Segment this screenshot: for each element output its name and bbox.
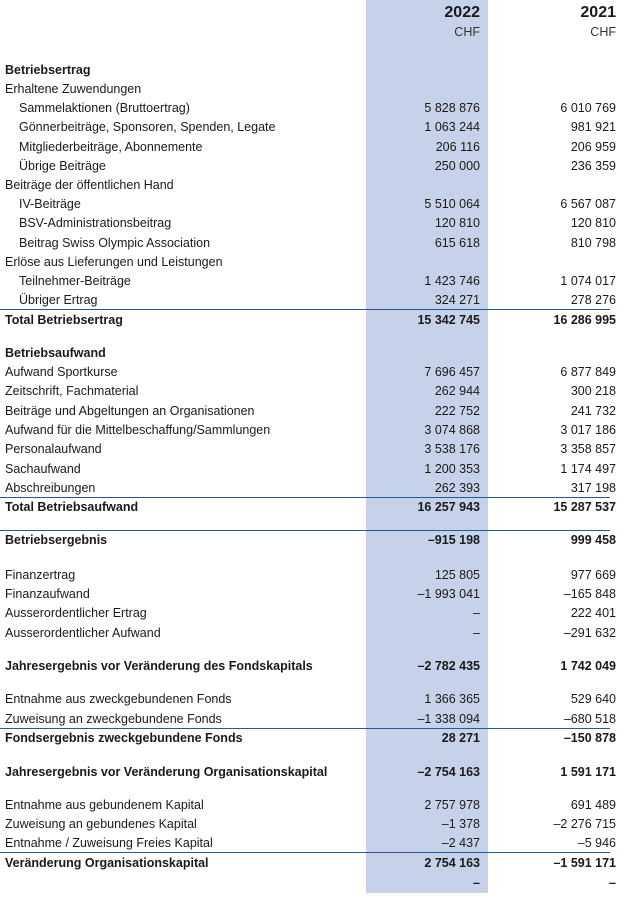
value-2021: 278 276 [570, 293, 616, 307]
value-2022: 1 063 244 [424, 120, 480, 134]
separator-line [0, 852, 610, 853]
separator-line [0, 728, 610, 729]
value-2022: 262 393 [434, 481, 480, 495]
value-2021: –165 848 [563, 587, 616, 601]
value-2021: 6 010 769 [560, 101, 616, 115]
value-2022: 1 366 365 [424, 692, 480, 706]
value-2021: 6 877 849 [560, 365, 616, 379]
row-label: Erhaltene Zuwendungen [5, 82, 142, 96]
table-row [0, 815, 640, 834]
table-row [0, 498, 640, 517]
value-2022: –1 338 094 [417, 712, 480, 726]
table-row [0, 710, 640, 729]
value-2022: 5 510 064 [424, 197, 480, 211]
row-label: Mitgliederbeiträge, Abonnemente [19, 140, 203, 154]
row-label: Entnahme aus gebundenem Kapital [5, 798, 204, 812]
value-2021: 1 591 171 [560, 765, 616, 779]
table-row [0, 80, 640, 99]
table-row [0, 195, 640, 214]
table-row [0, 585, 640, 604]
table-row [0, 118, 640, 137]
separator-line [0, 530, 610, 531]
value-2022: 7 696 457 [424, 365, 480, 379]
value-2022: 120 810 [434, 216, 480, 230]
table-row [0, 344, 640, 363]
separator-line [0, 497, 610, 498]
table-row [0, 272, 640, 291]
table-row [0, 854, 640, 873]
value-2021: 317 198 [570, 481, 616, 495]
value-2021: 222 401 [570, 606, 616, 620]
table-row [0, 138, 640, 157]
row-label: Betriebsaufwand [5, 346, 106, 360]
row-label: Total Betriebsertrag [5, 313, 123, 327]
row-label: Übrige Beiträge [19, 159, 106, 173]
table-row [0, 382, 640, 401]
table-row [0, 311, 640, 330]
row-label: IV-Beiträge [19, 197, 81, 211]
row-label: Betriebsergebnis [5, 533, 108, 547]
value-2022: –1 993 041 [417, 587, 480, 601]
value-2022: 615 618 [434, 236, 480, 250]
value-2022: 1 200 353 [424, 462, 480, 476]
value-2021: 3 358 857 [560, 442, 616, 456]
row-label: BSV-Administrationsbeitrag [19, 216, 172, 230]
value-2022: 262 944 [434, 384, 480, 398]
value-2021: 16 286 995 [553, 313, 616, 327]
row-label: Ausserordentlicher Aufwand [5, 626, 161, 640]
value-2021: 1 074 017 [560, 274, 616, 288]
table-row [0, 566, 640, 585]
value-2021: –291 632 [563, 626, 616, 640]
table-row [0, 363, 640, 382]
value-2021: 810 798 [570, 236, 616, 250]
value-2022: 3 074 868 [424, 423, 480, 437]
value-2021: 6 567 087 [560, 197, 616, 211]
row-label: Beiträge und Abgeltungen an Organisationen [5, 404, 255, 418]
value-2021: –5 946 [577, 836, 616, 850]
value-2021: 999 458 [570, 533, 616, 547]
year-2022-header: 2022 [444, 4, 480, 21]
value-2021: 529 640 [570, 692, 616, 706]
row-label: Jahresergebnis vor Veränderung des Fondskapitals [5, 659, 313, 673]
table-row [0, 874, 640, 893]
value-2022: 222 752 [434, 404, 480, 418]
value-2021: 1 174 497 [560, 462, 616, 476]
value-2021: 15 287 537 [553, 500, 616, 514]
value-2022: – [473, 626, 480, 640]
value-2022: 15 342 745 [417, 313, 480, 327]
value-2022: –915 198 [427, 533, 480, 547]
table-row [0, 460, 640, 479]
row-label: Beiträge der öffentlichen Hand [5, 178, 174, 192]
row-label: Ausserordentlicher Ertrag [5, 606, 147, 620]
row-label: Betriebsertrag [5, 63, 91, 77]
row-label: Finanzertrag [5, 568, 76, 582]
value-2022: –2 782 435 [417, 659, 480, 673]
row-label: Total Betriebsaufwand [5, 500, 139, 514]
value-2021: 206 959 [570, 140, 616, 154]
table-row [0, 176, 640, 195]
year-2021-header: 2021 [580, 4, 616, 21]
value-2021: –1 591 171 [553, 856, 616, 870]
row-label: Abschreibungen [5, 481, 96, 495]
row-label: Entnahme / Zuweisung Freies Kapital [5, 836, 213, 850]
row-label: Aufwand für die Mittelbeschaffung/Sammlungen [5, 423, 271, 437]
separator-line [0, 309, 610, 310]
table-row [0, 440, 640, 459]
value-2022: – [473, 876, 480, 890]
table-row [0, 531, 640, 550]
row-label: Beitrag Swiss Olympic Association [19, 236, 211, 250]
row-label: Fondsergebnis zweckgebundene Fonds [5, 731, 243, 745]
table-row [0, 796, 640, 815]
table-row [0, 624, 640, 643]
value-2021: –150 878 [563, 731, 616, 745]
value-2022: 3 538 176 [424, 442, 480, 456]
value-2021: –2 276 715 [553, 817, 616, 831]
value-2021: 3 017 186 [560, 423, 616, 437]
value-2022: 16 257 943 [417, 500, 480, 514]
table-row [0, 834, 640, 853]
value-2021: – [609, 876, 616, 890]
table-row [0, 657, 640, 676]
table-row [0, 99, 640, 118]
value-2022: 2 754 163 [424, 856, 480, 870]
value-2022: 1 423 746 [424, 274, 480, 288]
value-2022: 324 271 [434, 293, 480, 307]
row-label: Zeitschrift, Fachmaterial [5, 384, 139, 398]
value-2022: 206 116 [435, 140, 480, 154]
row-label: Aufwand Sportkurse [5, 365, 118, 379]
value-2022: 125 805 [434, 568, 480, 582]
table-row [0, 253, 640, 272]
row-label: Teilnehmer-Beiträge [19, 274, 131, 288]
value-2021: 977 669 [570, 568, 616, 582]
value-2022: 5 828 876 [424, 101, 480, 115]
table-row [0, 234, 640, 253]
table-row [0, 421, 640, 440]
table-row [0, 214, 640, 233]
value-2022: 250 000 [434, 159, 480, 173]
value-2021: 1 742 049 [560, 659, 616, 673]
table-row [0, 291, 640, 310]
row-label: Sachaufwand [5, 462, 81, 476]
row-label: Übriger Ertrag [19, 293, 98, 307]
table-row [0, 690, 640, 709]
value-2022: –2 754 163 [417, 765, 480, 779]
row-label: Entnahme aus zweckgebundenen Fonds [5, 692, 232, 706]
table-row [0, 402, 640, 421]
value-2021: 981 921 [570, 120, 616, 134]
table-row [0, 604, 640, 623]
currency-2022: CHF [454, 25, 480, 39]
value-2021: 120 810 [570, 216, 616, 230]
row-label: Zuweisung an zweckgebundene Fonds [5, 712, 222, 726]
table-row [0, 729, 640, 748]
value-2022: –2 437 [441, 836, 480, 850]
value-2022: 28 271 [441, 731, 480, 745]
row-label: Gönnerbeiträge, Sponsoren, Spenden, Legate [19, 120, 276, 134]
row-label: Jahresergebnis vor Veränderung Organisationskapital [5, 765, 328, 779]
table-row [0, 157, 640, 176]
row-label: Veränderung Organisationskapital [5, 856, 209, 870]
table-row [0, 479, 640, 498]
value-2021: 691 489 [570, 798, 616, 812]
row-label: Personalaufwand [5, 442, 102, 456]
table-row [0, 61, 640, 80]
row-label: Sammelaktionen (Bruttoertrag) [19, 101, 190, 115]
value-2021: 241 732 [570, 404, 616, 418]
value-2022: 2 757 978 [424, 798, 480, 812]
value-2022: –1 378 [441, 817, 480, 831]
row-label: Zuweisung an gebundenes Kapital [5, 817, 197, 831]
row-label: Erlöse aus Lieferungen und Leistungen [5, 255, 223, 269]
row-label: Finanzaufwand [5, 587, 90, 601]
value-2021: 236 359 [570, 159, 616, 173]
currency-2021: CHF [590, 25, 616, 39]
value-2021: –680 518 [563, 712, 616, 726]
value-2021: 300 218 [570, 384, 616, 398]
value-2022: – [473, 606, 480, 620]
table-row [0, 763, 640, 782]
